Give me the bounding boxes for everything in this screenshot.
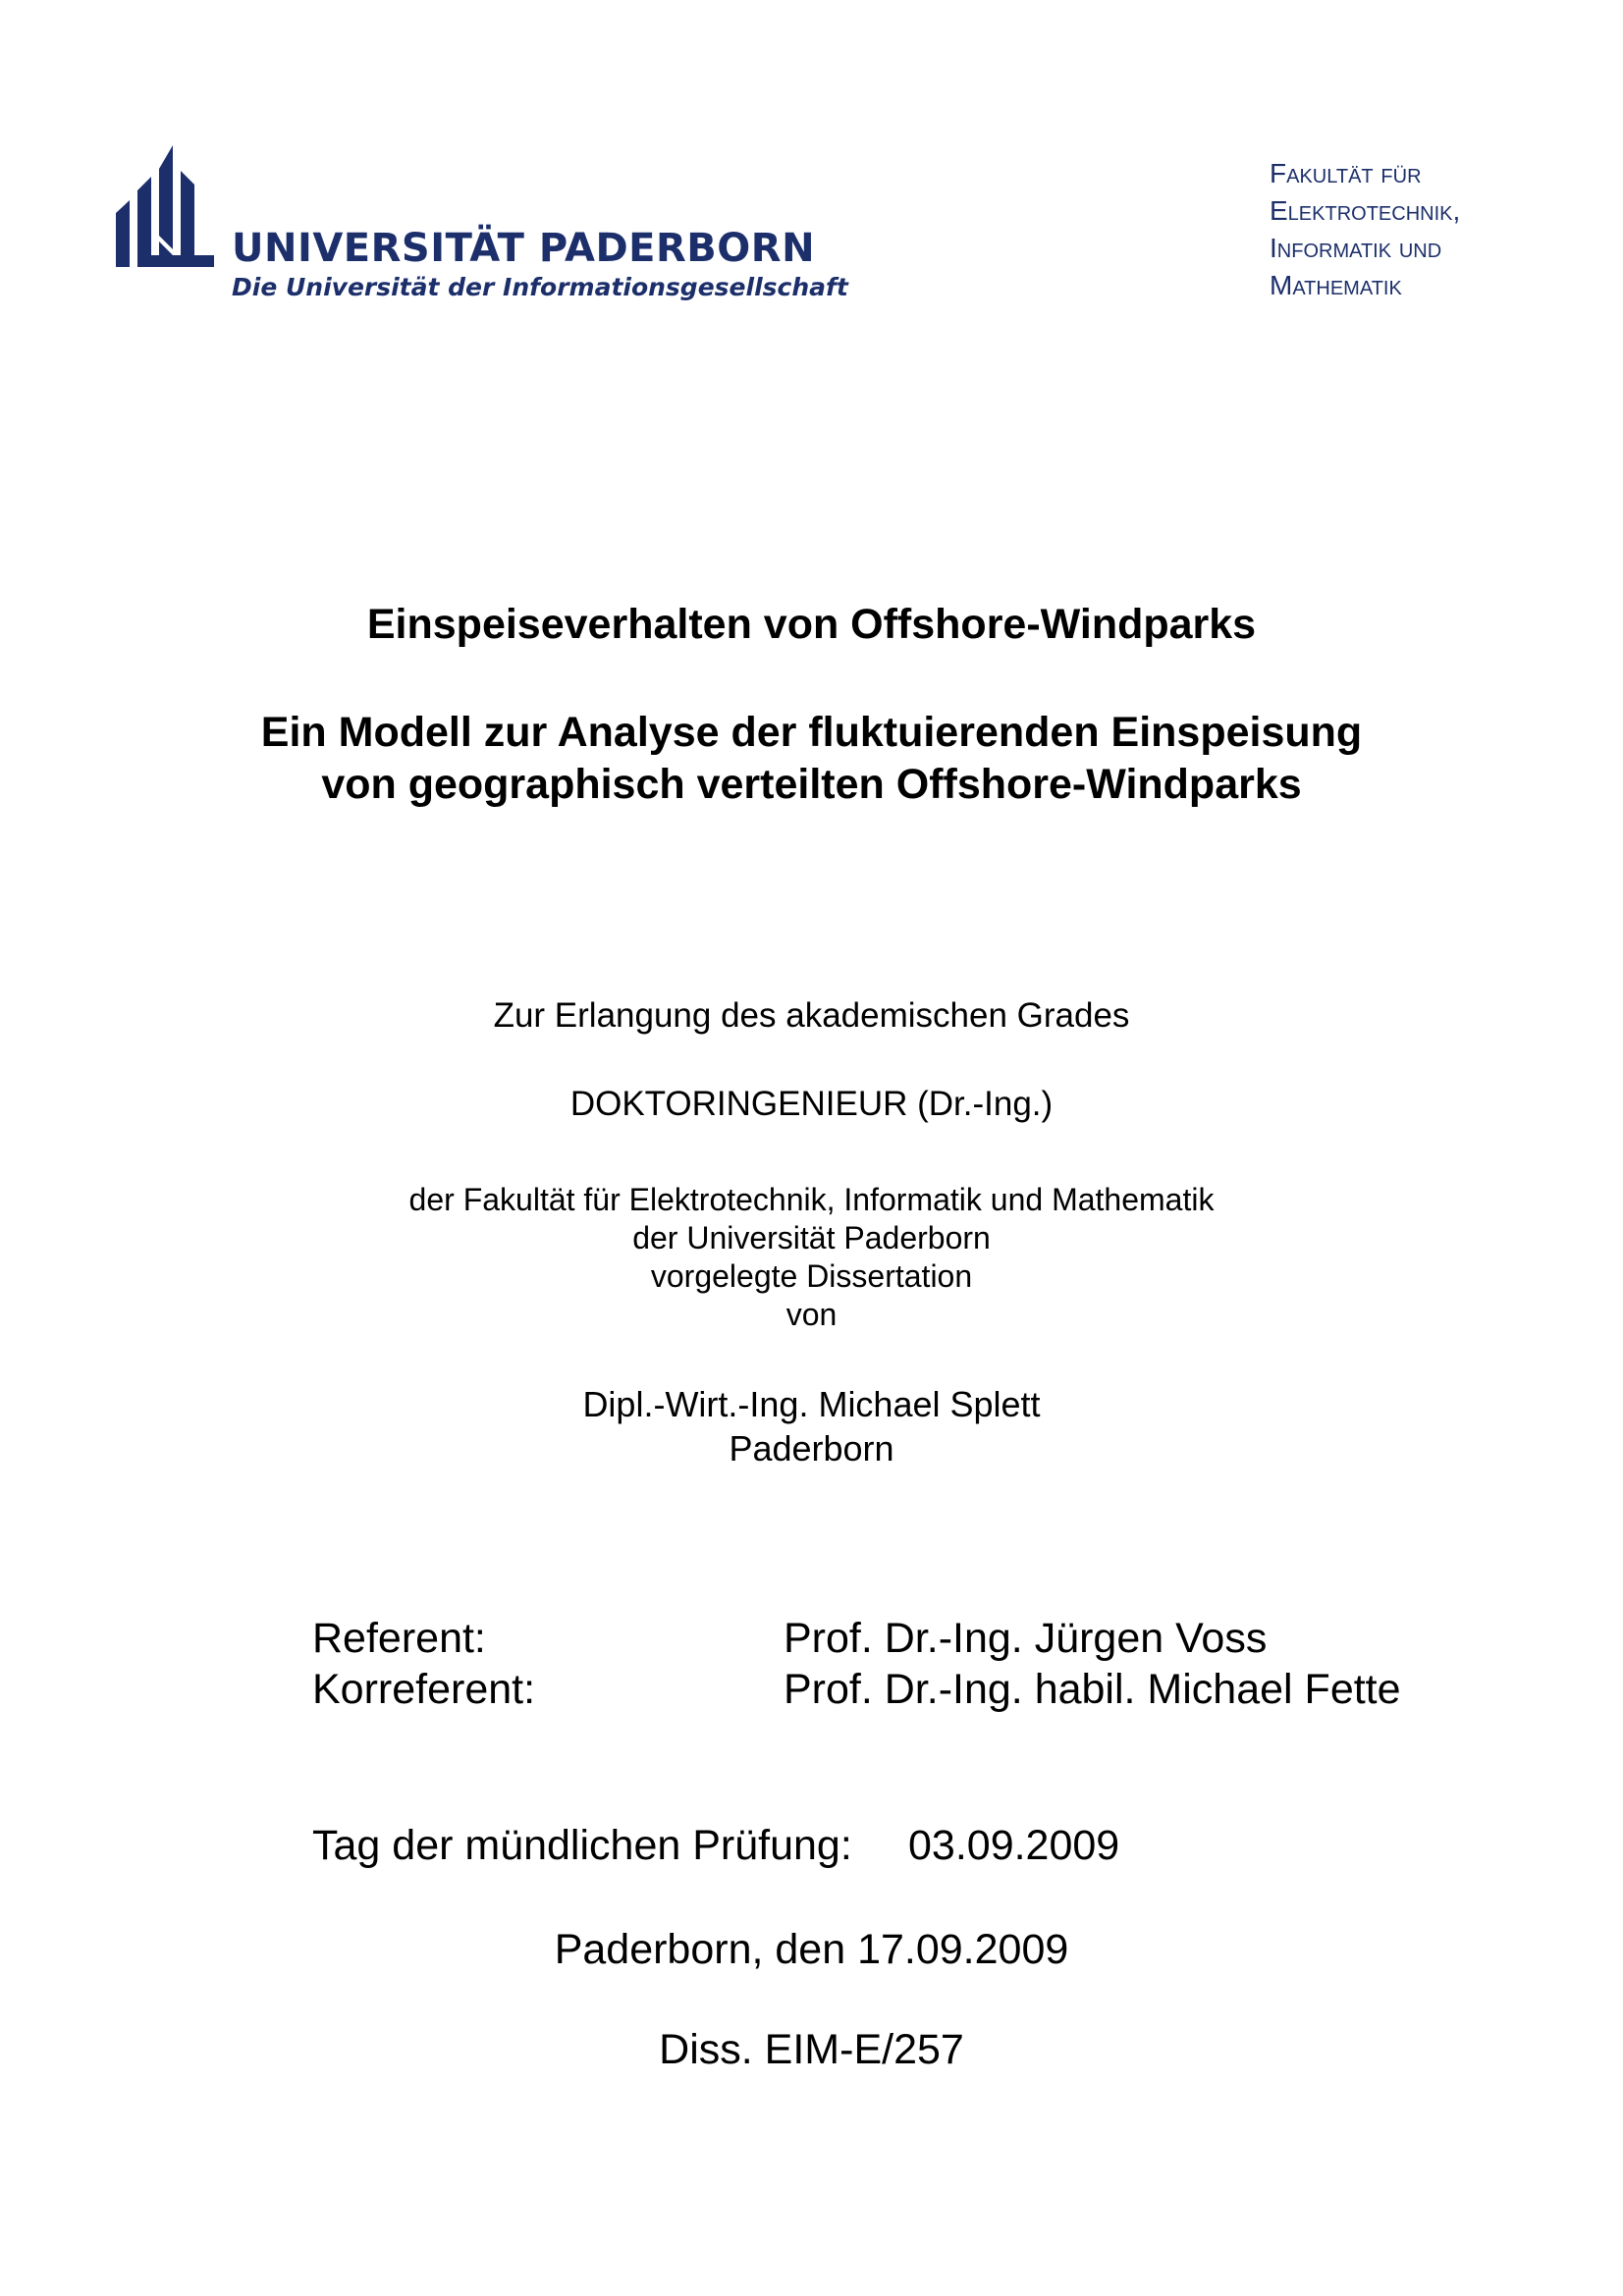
dissertation-number: Diss. EIM-E/257 <box>659 2026 964 2073</box>
faculty-line: Mathematik <box>1270 270 1402 300</box>
place-date: Paderborn, den 17.09.2009 <box>554 1926 1069 1973</box>
university-name: UNIVERSITÄT PADERBORN <box>232 226 816 271</box>
submission-line: von <box>785 1297 838 1332</box>
document-title: Einspeiseverhalten von Offshore-Windparks <box>366 601 1257 648</box>
university-emblem-icon <box>116 139 214 272</box>
university-logo <box>116 139 848 306</box>
co-referee-name: Prof. Dr.-Ing. habil. Michael Fette <box>784 1666 1401 1713</box>
submission-line: vorgelegte Dissertation <box>650 1258 973 1294</box>
author-name: Dipl.-Wirt.-Ing. Michael Splett <box>582 1384 1041 1424</box>
degree-intro: Zur Erlangung des akademischen Grades <box>493 996 1130 1035</box>
co-referee-label: Korreferent: <box>312 1666 536 1713</box>
exam-date: 03.09.2009 <box>908 1822 1120 1869</box>
faculty-line: Informatik und <box>1270 233 1442 263</box>
university-tagline: Die Universität der Informationsgesellschaft <box>232 273 848 301</box>
exam-label: Tag der mündlichen Prüfung: <box>312 1822 852 1869</box>
referee-name: Prof. Dr.-Ing. Jürgen Voss <box>784 1615 1268 1662</box>
subtitle-line: Ein Modell zur Analyse der fluktuierenden Einspeisung <box>260 709 1363 756</box>
faculty-line: Elektrotechnik, <box>1270 195 1461 226</box>
submission-statement <box>0 1181 1623 1334</box>
faculty-line: Fakultät für <box>1270 158 1422 188</box>
referee-label: Referent: <box>312 1615 486 1662</box>
author-block <box>0 1382 1623 1470</box>
subtitle-line: von geographisch verteilten Offshore-Windparks <box>321 761 1302 808</box>
degree-name: DOKTORINGENIEUR (Dr.-Ing.) <box>569 1085 1054 1123</box>
faculty-name <box>1270 155 1564 304</box>
author-city: Paderborn <box>729 1428 894 1468</box>
submission-line: der Universität Paderborn <box>632 1220 991 1255</box>
submission-line: der Fakultät für Elektrotechnik, Informatik und Mathematik <box>408 1182 1215 1217</box>
document-subtitle <box>0 707 1623 811</box>
